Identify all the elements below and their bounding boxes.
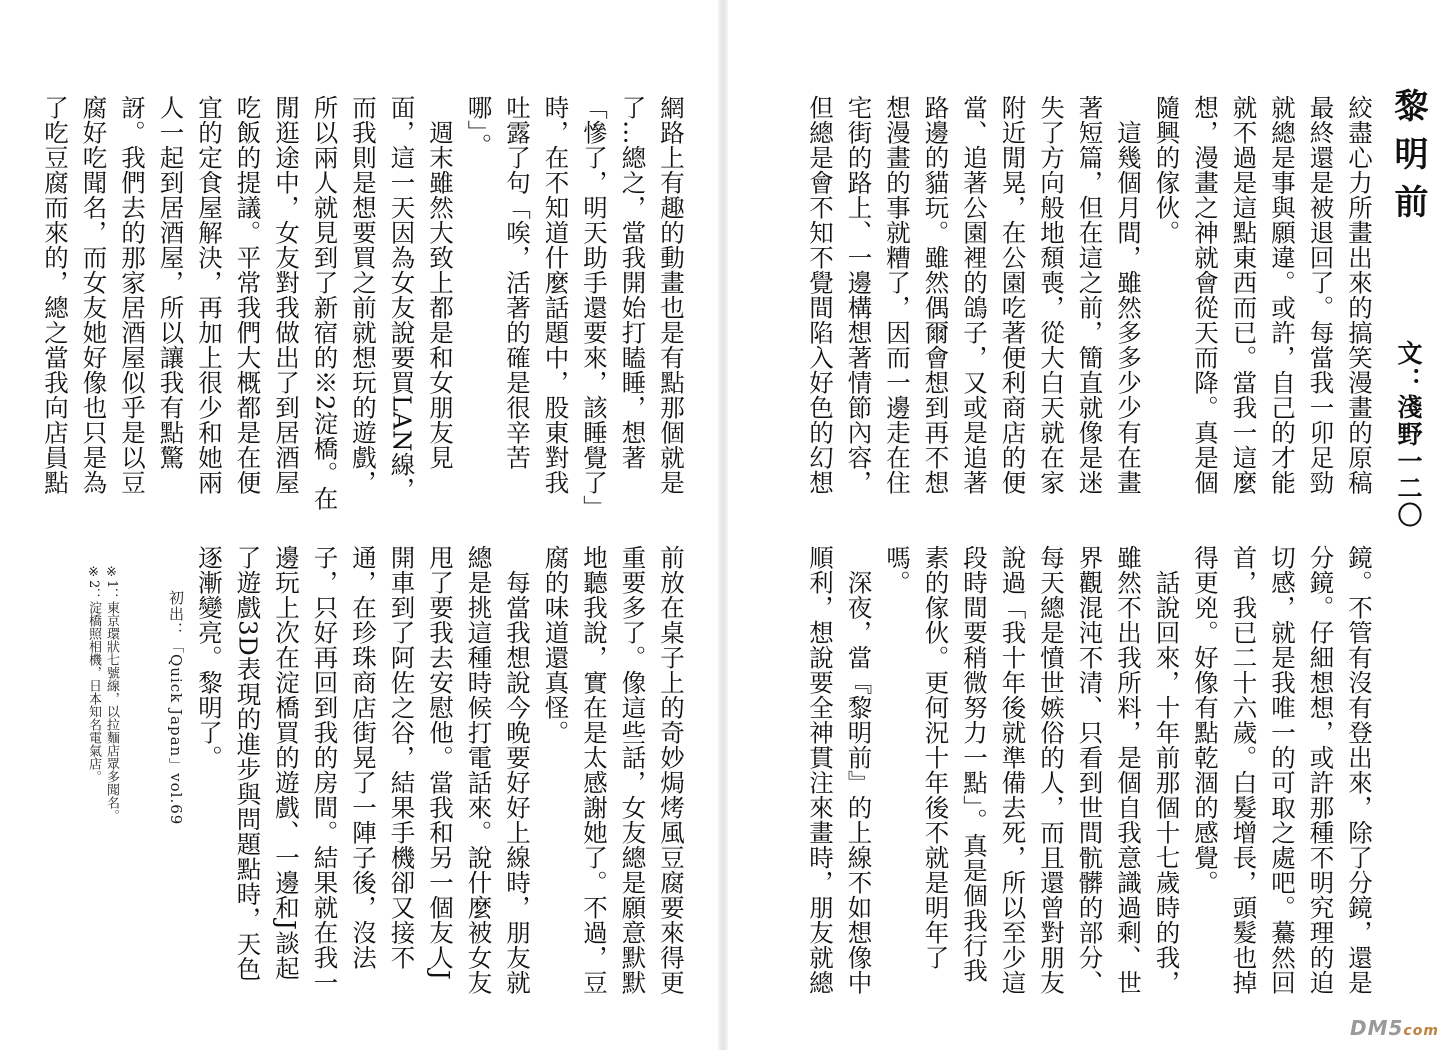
- paragraph: 週末雖然大致上都是和女朋友見面，這一天因為女友說要買LAN線，而我則是想要買之前就想玩的遊戲，所以兩人就見到了新宿的※2淀橋。在閒逛途中，女友對我做出了到居酒屋吃飯的提議。平常我們大概都是在便宜的定食屋解決，再加上很少和她兩人一起到居酒屋，所以讓我有點驚訝。我們去的那家居酒屋似乎是以豆腐好吃聞名，而女友她好像也只是為了吃豆腐而來的，總之當我向店員點: [41, 95, 455, 512]
- book-gutter: [718, 0, 728, 1050]
- paragraph: 前放在桌子上的奇妙焗烤風豆腐要來得更重要多了。像這些話，女友總是願意默默地聽我說，實在是太感謝她了。不過，豆腐的味道還真怪。: [541, 545, 686, 995]
- footnote: ※2：淀橋照相機，日本知名電氣店。: [86, 565, 101, 784]
- paragraph: 話說回來，十年前那個十七歲時的我，雖然不出我所料，是個自我意識過剩、世界觀混沌不清、只看到世間骯髒的部分、每天總是憤世嫉俗的人，而且還曾對朋友說過「我十年後就準備去死，所以至少這段時間要稍微努力一點」。真是個我行我素的傢伙。更何況十年後不就是明年了嗎。: [883, 545, 1182, 995]
- left-top-text: [40, 95, 690, 515]
- paragraph: 絞盡心力所畫出來的搞笑漫畫的原稿最終還是被退回了。每當我一卯足勁就總是事與願違。或許，自己的才能就不過是這點東西而已。當我一這麼想，漫畫之神就會從天而降。真是個隨興的傢伙。: [1152, 95, 1374, 495]
- right-page: [728, 0, 1444, 1050]
- footnotes: [60, 565, 120, 835]
- page-title: 黎明前: [1388, 88, 1428, 232]
- paragraph: 每當我想說今晚要好好上線時，朋友就總是挑這種時候打電話來。說什麼被女友甩了要我去安慰他。當我和另一個友人J開車到了阿佐之谷，結果手機卻又接不通，在珍珠商店街晃了一陣子後，沒法子，只好再回到我的房間。結果就在我一邊玩上次在淀橋買的遊戲、一邊和J談起了遊戲3D表現的進步與問題點時，天色逐漸變亮。黎明了。: [195, 545, 532, 995]
- paragraph: 鏡。不管有沒有登出來，除了分鏡，還是分鏡。仔細想想，或許那種不明究理的迫切感，就是我唯一的可取之處吧。驀然回首，我已二十六歲。白髮增長，頭髮也掉得更兇。好像有點乾涸的感覺。: [1191, 545, 1374, 995]
- paragraph: 深夜，當『黎明前』的上線不如想像中順利，想說要全神貫注來畫時，朋友就總: [806, 545, 874, 995]
- footnote: ※1：東京環狀七號線，以拉麵店眾多聞名。: [104, 565, 119, 823]
- watermark-text: DM5: [1350, 1016, 1404, 1040]
- site-watermark: [1350, 1016, 1439, 1044]
- paragraph: 這幾個月間，雖然多多少少有在畫著短篇，但在這之前，簡直就像是迷失了方向般地頹喪，從大白天就在家附近閒晃，在公園吃著便利商店的便當、追著公園裡的鴿子，又或是追著路邊的貓玩。雖然偶爾會想到再不想想漫畫的事就糟了，因而一邊走在住宅街的路上、一邊構想著情節內容，但總是會不知不覺間陷入好色的幻想: [806, 95, 1143, 495]
- author-credit: 文：淺野一二〇: [1394, 340, 1423, 529]
- left-page: [0, 0, 718, 1050]
- right-bottom-text: [798, 545, 1378, 1005]
- right-top-text: [798, 95, 1378, 515]
- paragraph: 網路上有趣的動畫也是有點那個就是了…總之，當我開始打瞌睡，想著「慘了，明天助手還要來，該睡覺了」時，在不知道什麼話題中，股東對我吐露了句「唉，活著的確是很辛苦哪」。: [464, 95, 686, 508]
- left-bottom-text: [195, 545, 690, 1005]
- publication-note: 初出：「Quick Japan」vol.69: [167, 590, 185, 826]
- watermark-suffix: com: [1403, 1023, 1439, 1039]
